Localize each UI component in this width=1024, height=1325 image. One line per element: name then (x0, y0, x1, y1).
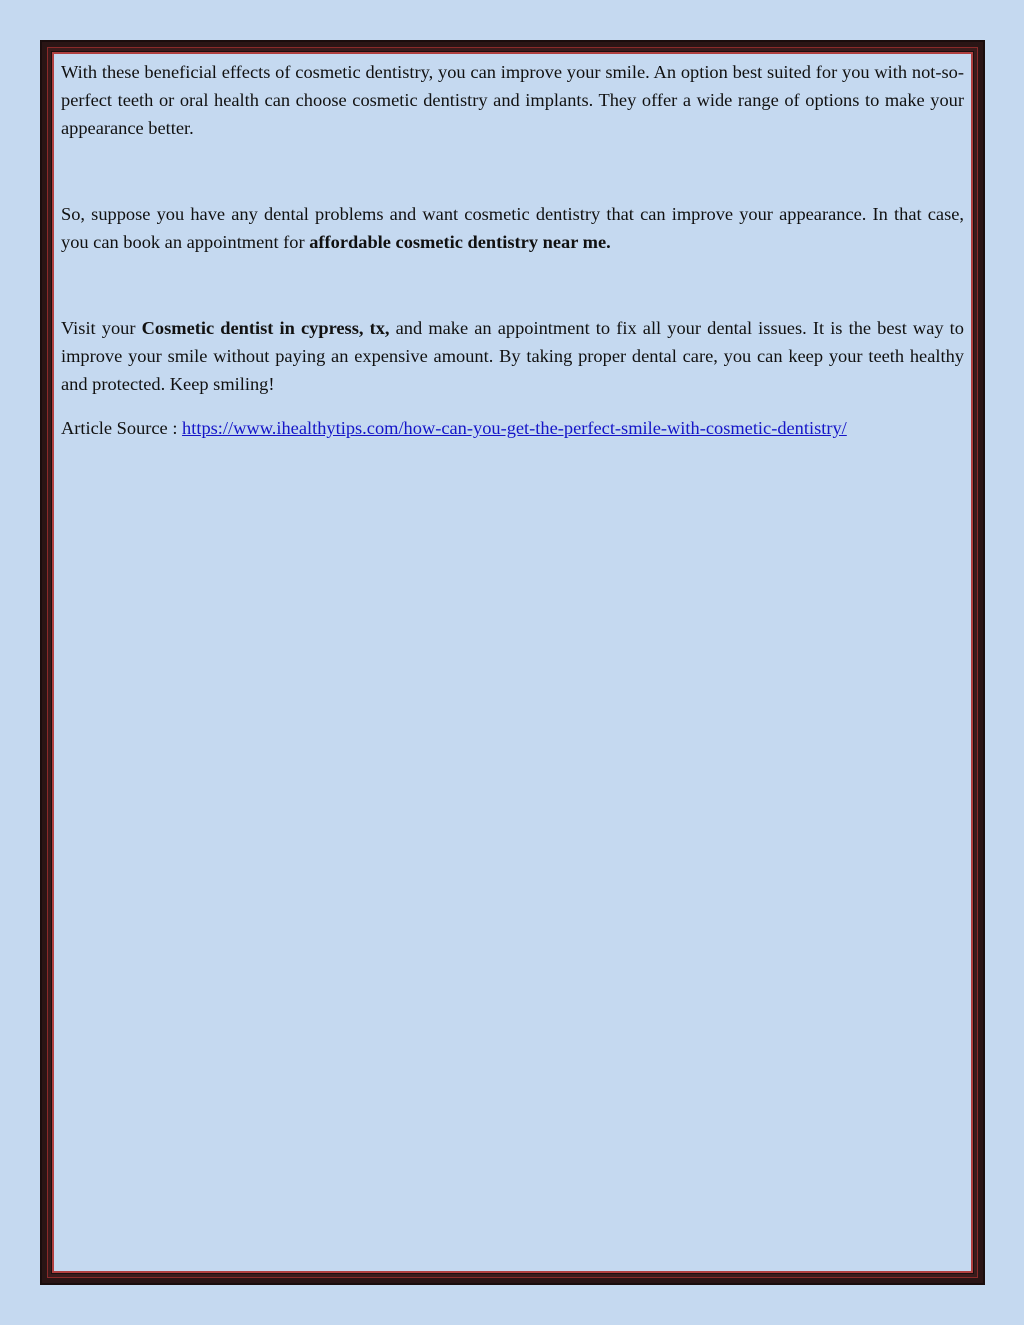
article-source (61, 414, 964, 442)
article-source-link[interactable]: https://www.ihealthytips.com/how-can-you-get-the-perfect-smile-with-cosmetic-dentistry/ (182, 418, 847, 438)
paragraph-benefits: With these beneficial effects of cosmetic dentistry, you can improve your smile. An option best suited for you with not-so-perfect teeth or oral health can choose cosmetic dentistry and implants. They offer a wide range of options to make your appearance better. (61, 62, 964, 138)
paragraph-visit (61, 314, 964, 398)
paragraph-visit-prefix: Visit your (61, 318, 142, 338)
paragraph-appointment-text: So, suppose you have any dental problems and want cosmetic dentistry that can improve your appearance. In that case, you can book an appointment for (61, 204, 964, 252)
article-body (61, 58, 964, 442)
paragraph-appointment (61, 200, 964, 256)
keyword-cosmetic-dentist-cypress: Cosmetic dentist in cypress, tx, (141, 318, 390, 338)
paragraph-visit-text: and make an appointment to fix all your dental issues. It is the best way to improve your smile without paying an expensive amount. By taking proper dental care, you can keep your teeth healthy and protected. Keep smiling! (61, 318, 964, 394)
article-source-label: Article Source : (61, 418, 183, 438)
keyword-affordable-cosmetic-dentistry: affordable cosmetic dentistry near me. (309, 232, 611, 252)
